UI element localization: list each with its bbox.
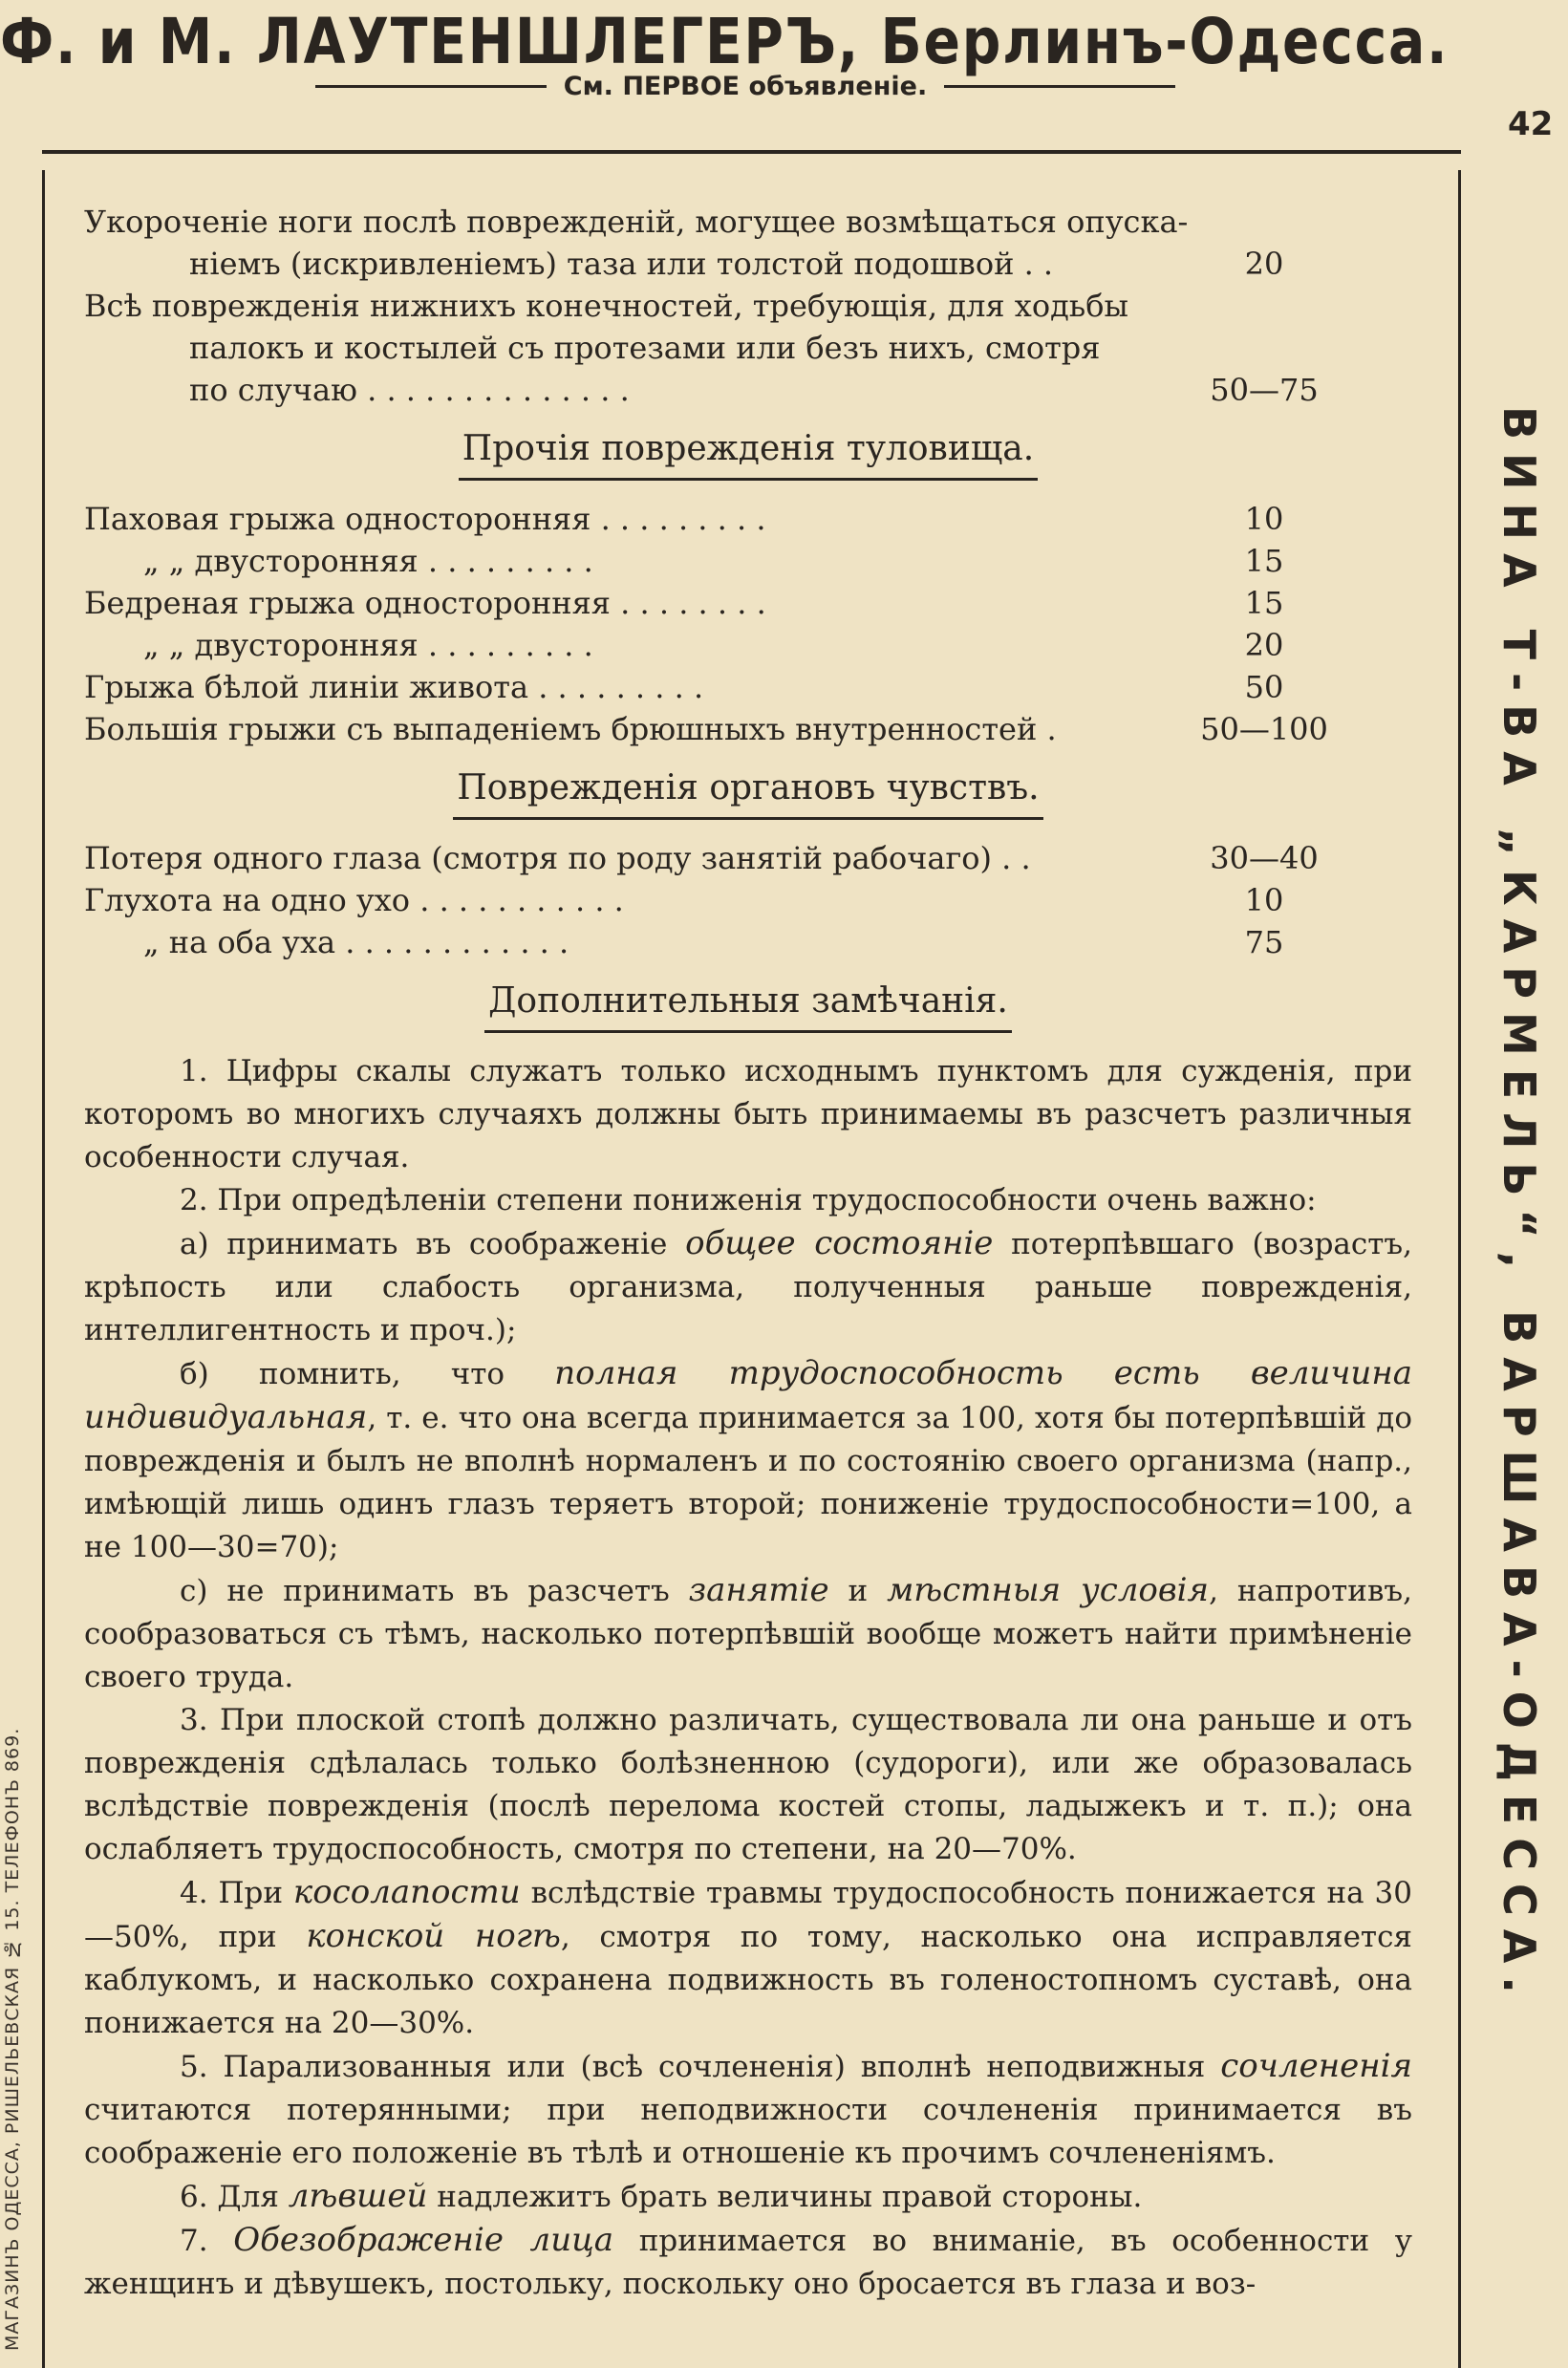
table-row [84,921,1412,963]
note-paragraph-5: 5. Парализованныя или (всѣ сочлененія) вполнѣ неподвижныя сочлененія считаются потерянными; при неподвижности сочлененія принимается въ соображеніе его положеніе въ тѣлѣ и отношеніе къ прочимъ сочлененіямъ. [84,2047,1412,2170]
note-paragraph-2c: с) не принимать въ разсчетъ занятіе и мѣстныя условія, напротивъ, сообразоваться съ тѣмъ, насколько потерпѣвшій вообще можетъ найти примѣненіе своего труда. [84,1571,1412,1694]
row-label: Укороченіе ноги послѣ поврежденій, могущее возмѣщаться опуска- [84,204,1189,240]
row-value: 10 [1244,882,1284,918]
emphasis: мѣстныя условія [887,1571,1210,1609]
table-row [84,624,1412,666]
row-value: 15 [1244,543,1284,579]
emphasis: лѣвшей [288,2177,428,2215]
row-value: 20 [1244,627,1284,663]
row-value: 15 [1244,585,1284,621]
row-label: Всѣ поврежденія нижнихъ конечностей, требующія, для ходьбы [84,288,1128,324]
emphasis: занятіе [688,1571,829,1609]
table-row [84,540,1412,582]
side-advertisement-right [1471,406,1567,2126]
side-advertisement-left [0,822,25,2351]
emphasis: полная трудоспособность есть величина индивидуальная [84,1354,1412,1436]
table-row [84,369,1412,411]
page-number: 42 [1508,105,1554,143]
row-label: „ „ двусторонняя . . . . . . . . . [143,543,593,579]
emphasis: Обезображеніе лица [233,2221,614,2259]
row-label: „ „ двусторонняя . . . . . . . . . [143,627,593,663]
row-label: Бедреная грыжа односторонняя . . . . . . . . [84,585,766,621]
header-rule-right [944,85,1175,88]
emphasis: косолапости [292,1873,521,1911]
row-label: Потеря одного глаза (смотря по роду занятій рабочаго) . . [84,840,1031,876]
note-paragraph-7: 7. Обезображеніе лица принимается во вниманіе, въ особенности у женщинъ и дѣвушекъ, постольку, поскольку оно бросается въ глаза и воз- [84,2221,1412,2301]
table-row [84,708,1412,750]
table-row [84,837,1412,879]
main-content [84,201,1412,2306]
table-row [84,327,1412,369]
row-value: 20 [1244,246,1284,282]
row-value: 75 [1244,924,1284,960]
row-label: по случаю . . . . . . . . . . . . . . [189,372,630,408]
row-value: 50 [1244,669,1284,705]
row-label: Грыжа бѣлой линіи живота . . . . . . . . . [84,669,704,705]
section-title-torso: Прочія поврежденія туловища. [84,426,1412,481]
side-left-text: МАГАЗИНЪ ОДЕССА, РИШЕЛЬЕВСКАЯ № 15. ТЕЛЕФОНЪ 869. [2,1727,23,2351]
table-torso [84,498,1412,750]
note-paragraph-6: 6. Для лѣвшей надлежитъ брать величины правой стороны. [180,2177,1143,2215]
table-row [84,201,1412,243]
table-row [84,879,1412,921]
table-row [84,498,1412,540]
note-paragraph-2: 2. При опредѣленіи степени пониженія трудоспособности очень важно: [180,1183,1317,1217]
note-paragraph-2b: б) помнить, что полная трудоспособность есть величина индивидуальная, т. е. что она всегда принимается за 100, хотя бы потерпѣвшій до поврежденія и былъ не вполнѣ нормаленъ и по состоянію своего организма (напр., имѣющій лишь одинъ глазъ теряетъ второй; пониженіе трудоспособности=100, а не 100—30=70); [84,1354,1412,1564]
emphasis: общее состояніе [685,1224,994,1262]
note-paragraph-1: 1. Цифры скалы служатъ только исходнымъ пунктомъ для сужденія, при которомъ во многихъ случаяхъ должны быть принимаемы въ разсчетъ различныя особенности случая. [84,1054,1412,1174]
header-advertisement-title: Ф. и М. ЛАУТЕНШЛЕГЕРЪ, Берлинъ-Одесса. [0,5,1450,78]
section-title-senses: Поврежденія органовъ чувствъ. [84,765,1412,820]
row-label: палокъ и костылей съ протезами или безъ нихъ, смотря [189,330,1101,366]
section-title-notes: Дополнительныя замѣчанія. [84,979,1412,1033]
table-row [84,666,1412,708]
row-label: Глухота на одно ухо . . . . . . . . . . . [84,882,624,918]
emphasis: конской ногѣ [306,1917,561,1955]
header-subtitle-row [315,67,1175,105]
row-value: 50—75 [1210,372,1319,408]
note-paragraph-4: 4. При косолапости вслѣдствіе травмы трудоспособность понижается на 30—50%, при конской ногѣ, смотря по тому, насколько она исправляется каблукомъ, и насколько сохранена подвижность въ голеностопномъ суставѣ, она понижается на 20—30%. [84,1873,1412,2040]
row-label: ніемъ (искривленіемъ) таза или толстой подошвой . . [189,246,1054,282]
row-label: Большія грыжи съ выпаденіемъ брюшныхъ внутренностей . [84,711,1057,747]
note-paragraph-3: 3. При плоской стопѣ должно различать, существовала ли она раньше и отъ поврежденія сдѣлалась только болѣзненною (судороги), или же образовалась вслѣдствіе поврежденія (послѣ перелома костей стопы, ладыжекъ и т. п.); она ослабляетъ трудоспособность, смотря по степени, на 20—70%. [84,1703,1412,1866]
emphasis: сочлененія [1220,2047,1412,2085]
top-divider [42,150,1461,154]
row-label: „ на оба уха . . . . . . . . . . . . [143,924,569,960]
table-top [84,201,1412,411]
header-rule-left [315,85,547,88]
row-value: 30—40 [1210,840,1319,876]
row-value: 10 [1244,501,1284,537]
note-paragraph-2a: а) принимать въ соображеніе общее состояніе потерпѣвшаго (возрастъ, крѣпость или слабость организма, полученныя раньше поврежденія, интеллигентность и проч.); [84,1224,1412,1347]
header-subtitle: См. ПЕРВОЕ объявленіе. [563,71,928,101]
row-label: Паховая грыжа односторонняя . . . . . . . . . [84,501,766,537]
side-advertisement-text: ВИНА Т-ВА „КАРМЕЛЬ“, ВАРШАВА-ОДЕССА. [1493,406,1545,2007]
table-row [84,285,1412,327]
table-senses [84,837,1412,963]
table-row [84,582,1412,624]
table-row [84,243,1412,285]
row-value: 50—100 [1200,711,1328,747]
